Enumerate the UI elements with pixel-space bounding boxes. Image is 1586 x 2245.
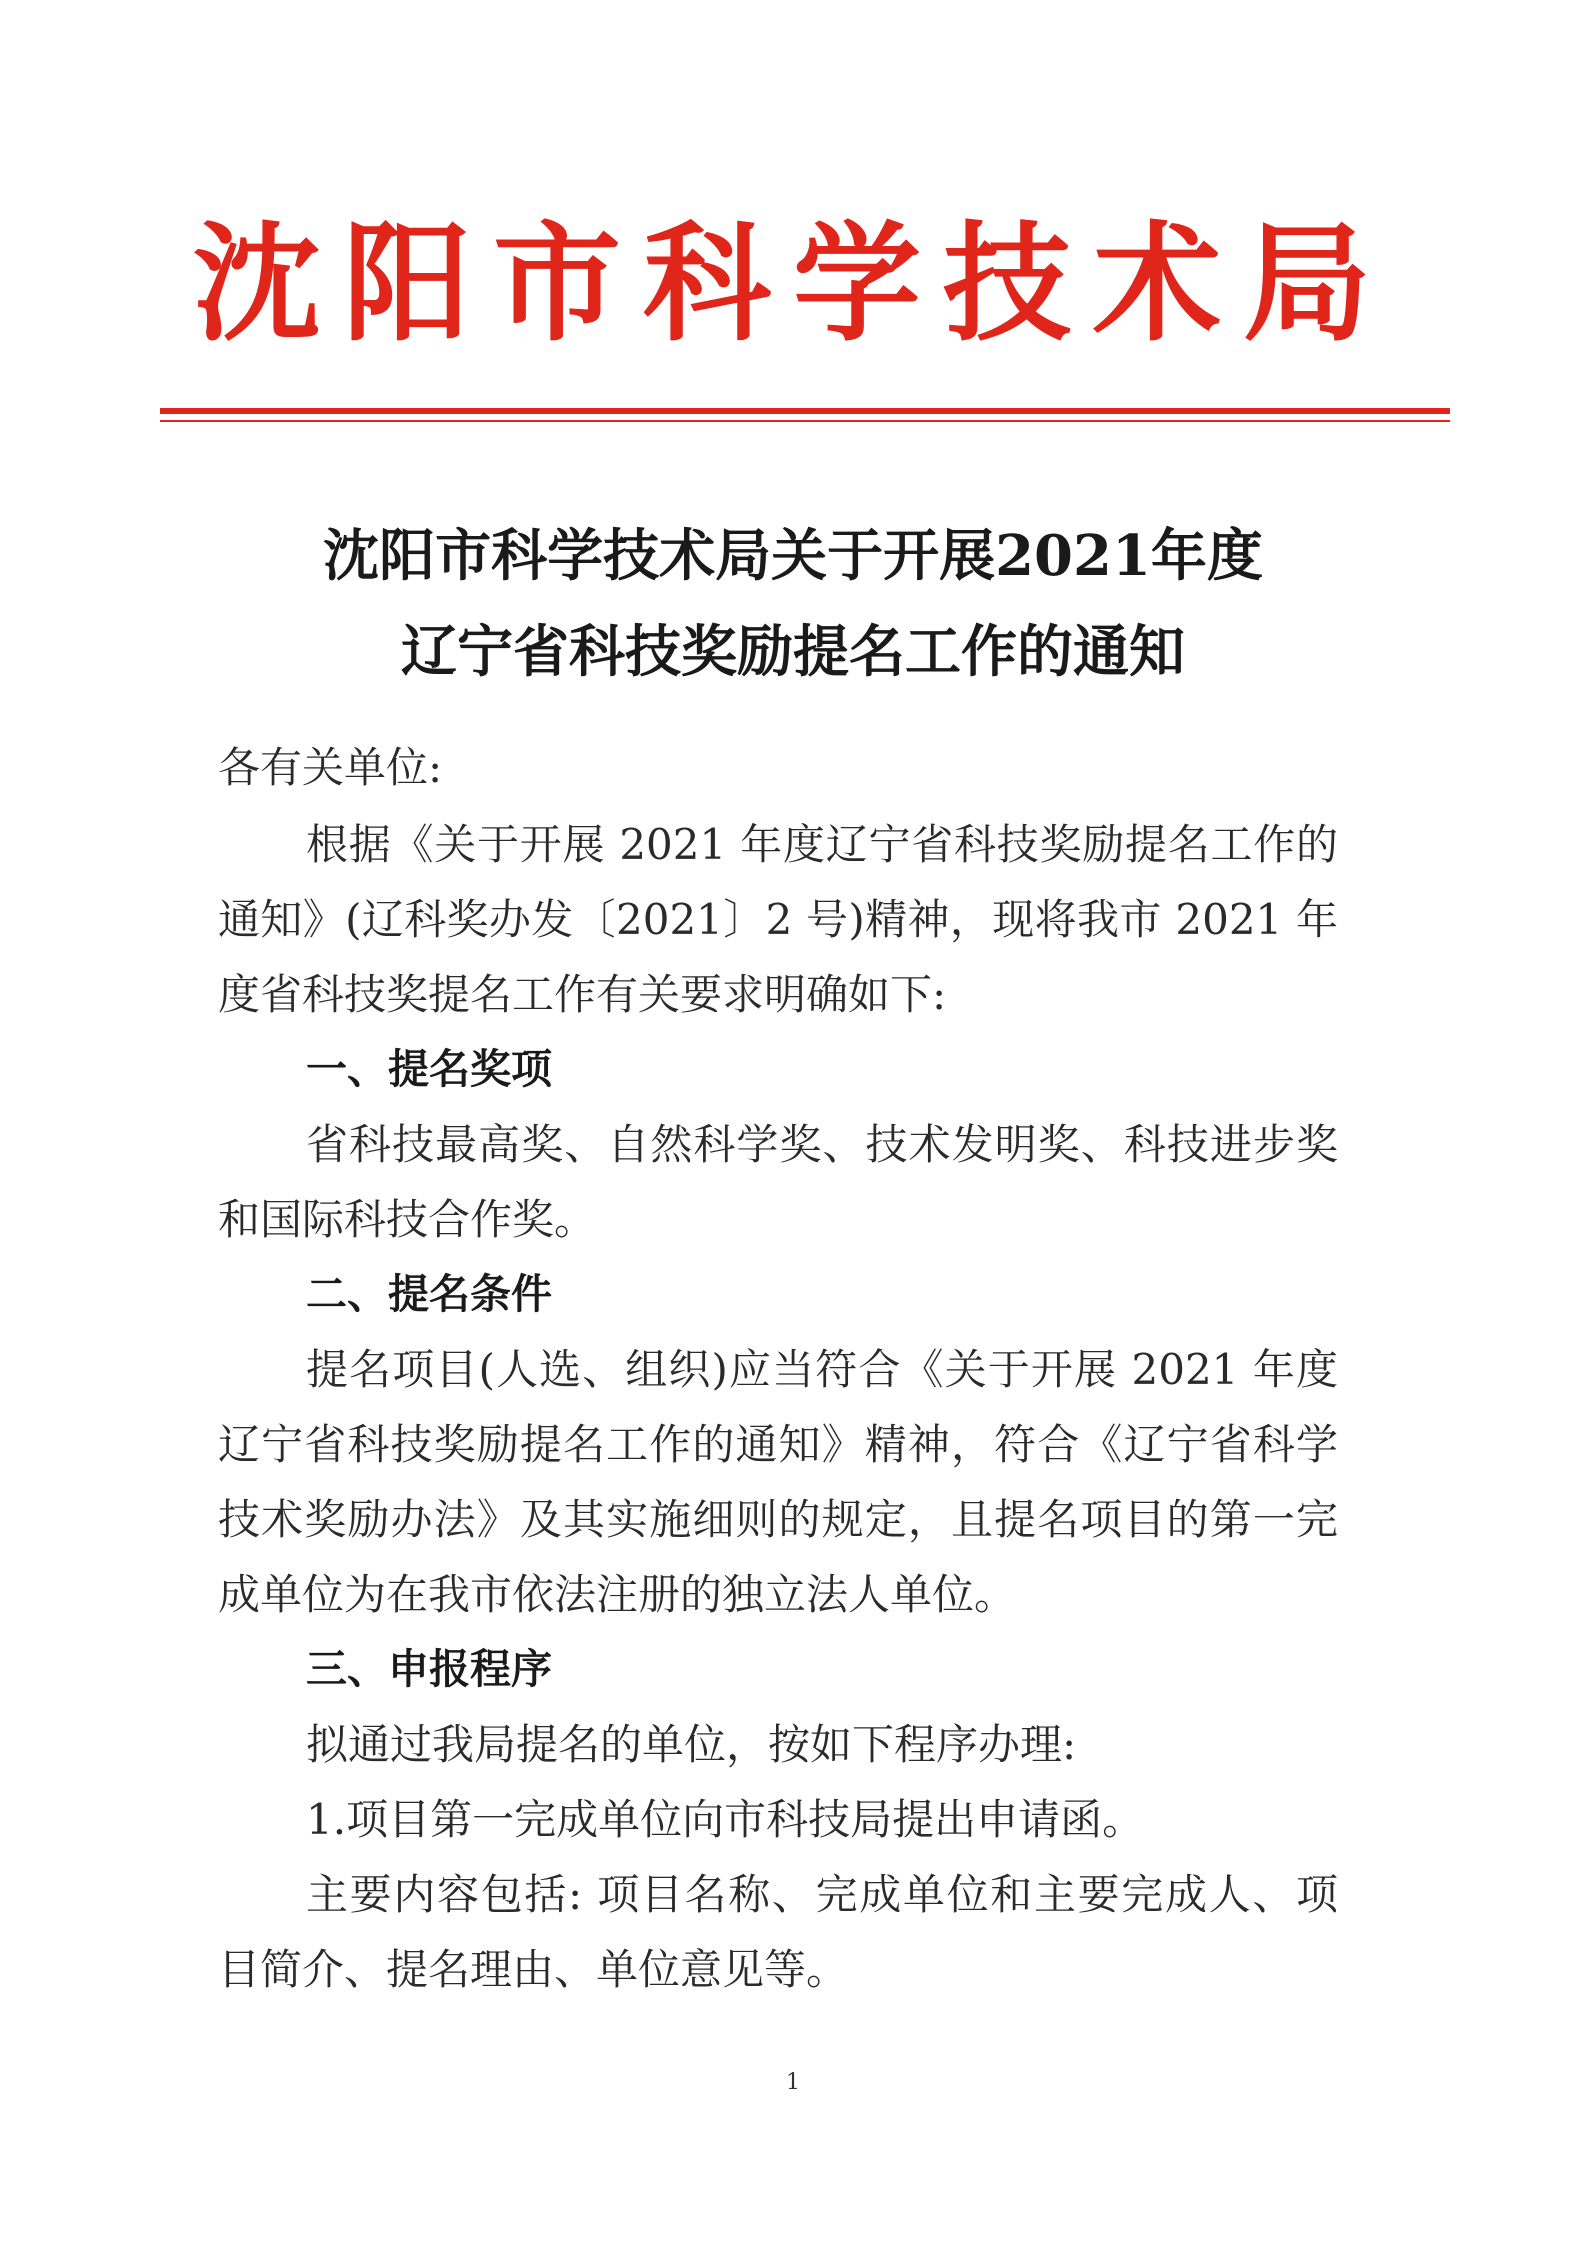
section-2-paragraph: 提名项目(人选、组织)应当符合《关于开展 2021 年度辽宁省科技奖励提名工作的通知》精神，符合《辽宁省科学技术奖励办法》及其实施细则的规定，且提名项目的第一完成单位为在我市依法注册的独立法人单位。 bbox=[218, 1345, 1338, 1619]
section-3-paragraph-3: 主要内容包括: 项目名称、完成单位和主要完成人、项目简介、提名理由、单位意见等。 bbox=[218, 1870, 1338, 1994]
section-3-paragraph-2: 1.项目第一完成单位向市科技局提出申请函。 bbox=[306, 1795, 1145, 1844]
section-3-paragraph-1: 拟通过我局提名的单位，按如下程序办理: bbox=[306, 1720, 1077, 1769]
section-heading-2: 二、提名条件 bbox=[306, 1270, 552, 1318]
letterhead-rule-thick bbox=[160, 408, 1450, 414]
document-title-line-2: 辽宁省科技奖励提名工作的通知 bbox=[401, 619, 1185, 685]
document-title bbox=[0, 508, 1586, 700]
section-heading-1: 一、提名奖项 bbox=[306, 1045, 552, 1093]
salutation: 各有关单位: bbox=[218, 743, 443, 792]
section-1-paragraph: 省科技最高奖、自然科学奖、技术发明奖、科技进步奖和国际科技合作奖。 bbox=[218, 1120, 1338, 1244]
intro-paragraph: 根据《关于开展 2021 年度辽宁省科技奖励提名工作的通知》(辽科奖办发〔2021〕2 号)精神，现将我市 2021 年度省科技奖提名工作有关要求明确如下: bbox=[218, 820, 1338, 1019]
letterhead-rule-thin bbox=[160, 420, 1450, 422]
document-title-line-1: 沈阳市科学技术局关于开展2021年度 bbox=[323, 523, 1263, 589]
page-number: 1 bbox=[786, 2070, 800, 2095]
letterhead-title: 沈阳市科学技术局 bbox=[192, 210, 1393, 359]
document-body bbox=[218, 730, 1338, 2007]
section-heading-3: 三、申报程序 bbox=[306, 1645, 552, 1693]
